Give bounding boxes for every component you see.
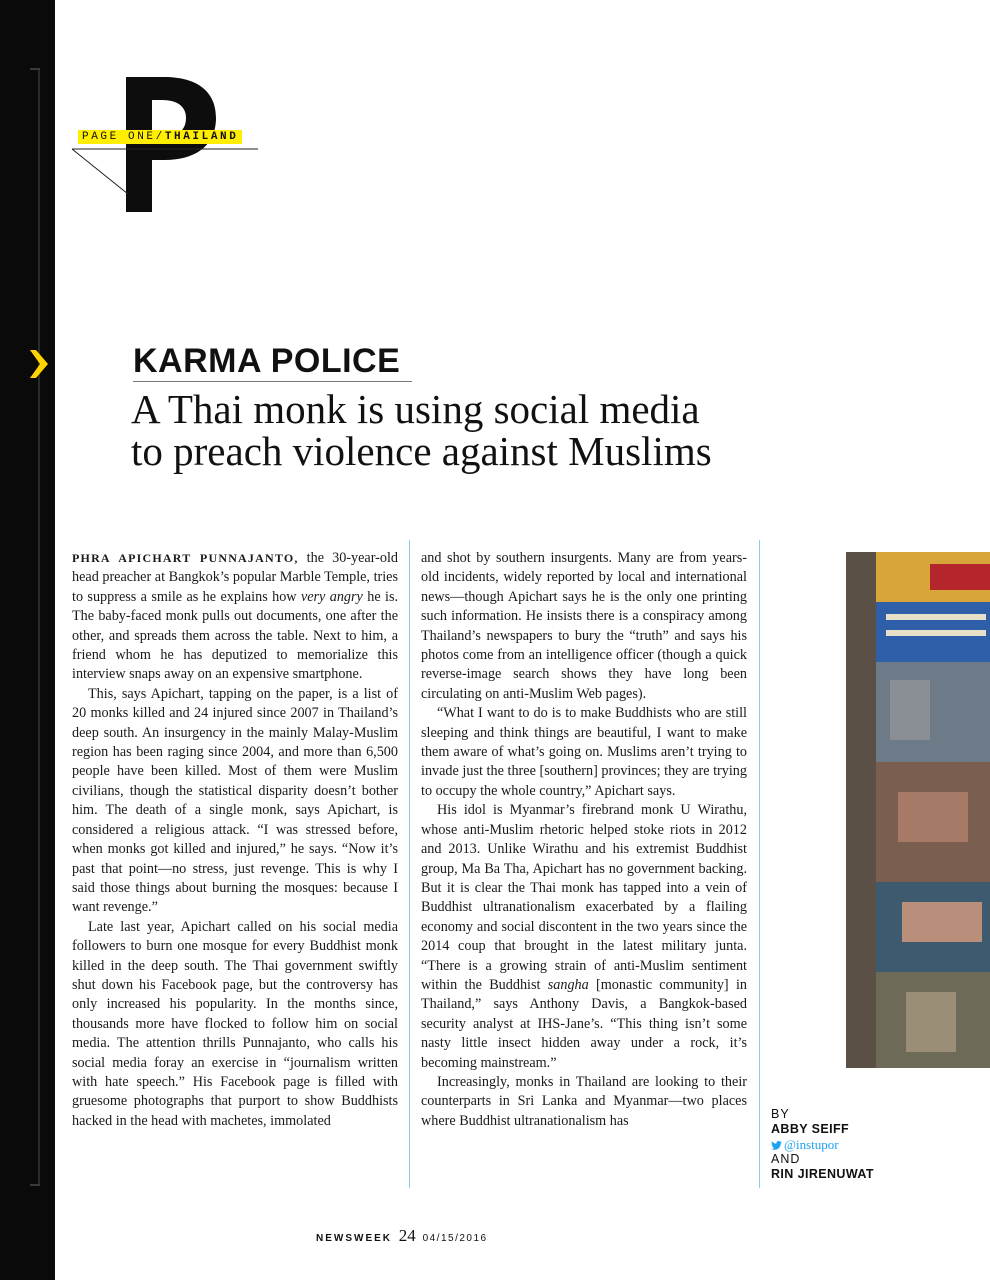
column-divider bbox=[409, 540, 410, 1188]
margin-tick-bottom bbox=[30, 1184, 40, 1186]
chevron-right-icon bbox=[30, 350, 48, 378]
column-divider bbox=[759, 540, 760, 1188]
section-label-country: THAILAND bbox=[164, 131, 239, 143]
section-label-prefix: PAGE ONE/ bbox=[82, 131, 165, 143]
paragraph-7: Increasingly, monks in Thailand are looking to their counterparts in Sri Lanka and Myanmar—two places where Buddhist ultranationalism has bbox=[421, 1073, 747, 1129]
paragraph-5: “What I want to do is to make Buddhists who are still sleeping and think things are beautiful, I want to make them aware of what’s going on. Muslims aren’t trying to invade just the three [southern] provinces; they are trying to occupy the whole country,” Apichart says. bbox=[421, 705, 747, 799]
paragraph-6-text: His idol is Myanmar’s firebrand monk U Wirathu, whose anti-Muslim rhetoric helped stoke riots in 2012 and 2013. Unlike Wirathu and his extremist Buddhist group, Ma Ba Tha, Apichart has no government backing. But it is clear the Thai monk has tapped into a vein of Buddhist ultranationalism exacerbated by a flailing economy and social discontent in the two years since the 2014 coup that brought in the latest military junta. “There is a growing strain of anti-Muslim sentiment within the Buddhist bbox=[421, 802, 747, 993]
section-label bbox=[78, 130, 242, 144]
section-p-logo bbox=[68, 72, 268, 217]
margin-rule bbox=[38, 68, 40, 1186]
lead-in: PHRA APICHART PUNNAJANTO, bbox=[72, 551, 299, 565]
page-number: 24 bbox=[398, 1226, 416, 1245]
paragraph-6 bbox=[421, 801, 747, 1073]
paragraph-1 bbox=[72, 549, 398, 685]
byline bbox=[771, 1107, 874, 1182]
headline-line-1: A Thai monk is using social media bbox=[131, 386, 700, 432]
paragraph-6-end: [monastic community] in Thailand,” says Anthony Davis, a Bangkok-based security analyst at IHS-Jane’s. “This thing isn’t some nasty little insect hidden away under a rock, it’s becoming mainstream.” bbox=[421, 976, 747, 1071]
kicker: KARMA POLICE bbox=[133, 342, 401, 380]
author-name: RIN JIRENUWAT bbox=[771, 1167, 874, 1181]
twitter-handle[interactable] bbox=[771, 1137, 874, 1152]
headline bbox=[131, 388, 851, 472]
paragraph-4: and shot by southern insurgents. Many are from years-old incidents, widely reported by local and international news—though Apichart says he is the only one printing such information. He insists there is a conspiracy among Thailand’s newspapers to bury the “truth” and says his photos come from an intelligence officer (though a quick reverse-image search shows they have long been circulating on anti-Muslim Web pages). bbox=[421, 550, 747, 702]
paragraph-3: Late last year, Apichart called on his social media followers to burn one mosque for every Buddhist monk killed in the deep south. The Thai government swiftly shut down his Facebook page, but the controversy has only increased his popularity. In the months since, thousands more have flocked to follow him on social media. The attention thrills Punnajanto, who calls his social media foray an exercise in “journalism written with hate speech.” His Facebook page is filled with gruesome photographs that purport to show Buddhists hacked in the head with machetes, immolated bbox=[72, 918, 398, 1129]
twitter-handle-text: @instupor bbox=[784, 1137, 839, 1152]
margin-tick-top bbox=[30, 68, 40, 70]
byline-and: AND bbox=[771, 1152, 801, 1166]
paragraph-1-emphasis: very angry bbox=[300, 588, 363, 605]
paragraph-1-text: the 30-year-old head preacher at Bangkok’s popular Marble Temple, tries to suppress a smile as he explains how bbox=[72, 550, 398, 605]
author-name: ABBY SEIFF bbox=[771, 1122, 850, 1136]
twitter-bird-icon bbox=[771, 1141, 782, 1150]
article-column-2 bbox=[421, 549, 747, 1131]
headline-line-2: to preach violence against Muslims bbox=[131, 428, 712, 474]
article-photo bbox=[846, 552, 990, 1068]
paragraph-6-emphasis: sangha bbox=[547, 976, 589, 993]
paragraph-2: This, says Apichart, tapping on the paper, is a list of 20 monks killed and 24 injured since 2007 in Thailand’s deep south. An insurgency in the mainly Malay-Muslim region has been raging since 2004, and more than 6,500 people have been killed. Most of them were Muslim civilians, though the statistical disparity doesn’t bother him. The death of a single monk, says Apichart, is considered a religious attack. “I was stressed before, when monks got killed and injured,” he says. “Now it’s past that point—no stress, just revenge. This is why I said those things about burning the mosques: because I want revenge.” bbox=[72, 685, 398, 916]
byline-by: BY bbox=[771, 1107, 790, 1121]
kicker-underline bbox=[133, 381, 412, 382]
issue-date: 04/15/2016 bbox=[422, 1233, 488, 1244]
left-margin-bar bbox=[0, 0, 55, 1280]
paragraph-1-end: he is. The baby-faced monk pulls out documents, one after the other, and spreads them across the table. Next to him, a friend whom he has deputized to memorialize this interview snaps away on an expensive smartphone. bbox=[72, 588, 399, 683]
page-footer bbox=[316, 1226, 488, 1246]
footer-brand: NEWSWEEK bbox=[316, 1233, 392, 1244]
article-column-1 bbox=[72, 549, 398, 1131]
